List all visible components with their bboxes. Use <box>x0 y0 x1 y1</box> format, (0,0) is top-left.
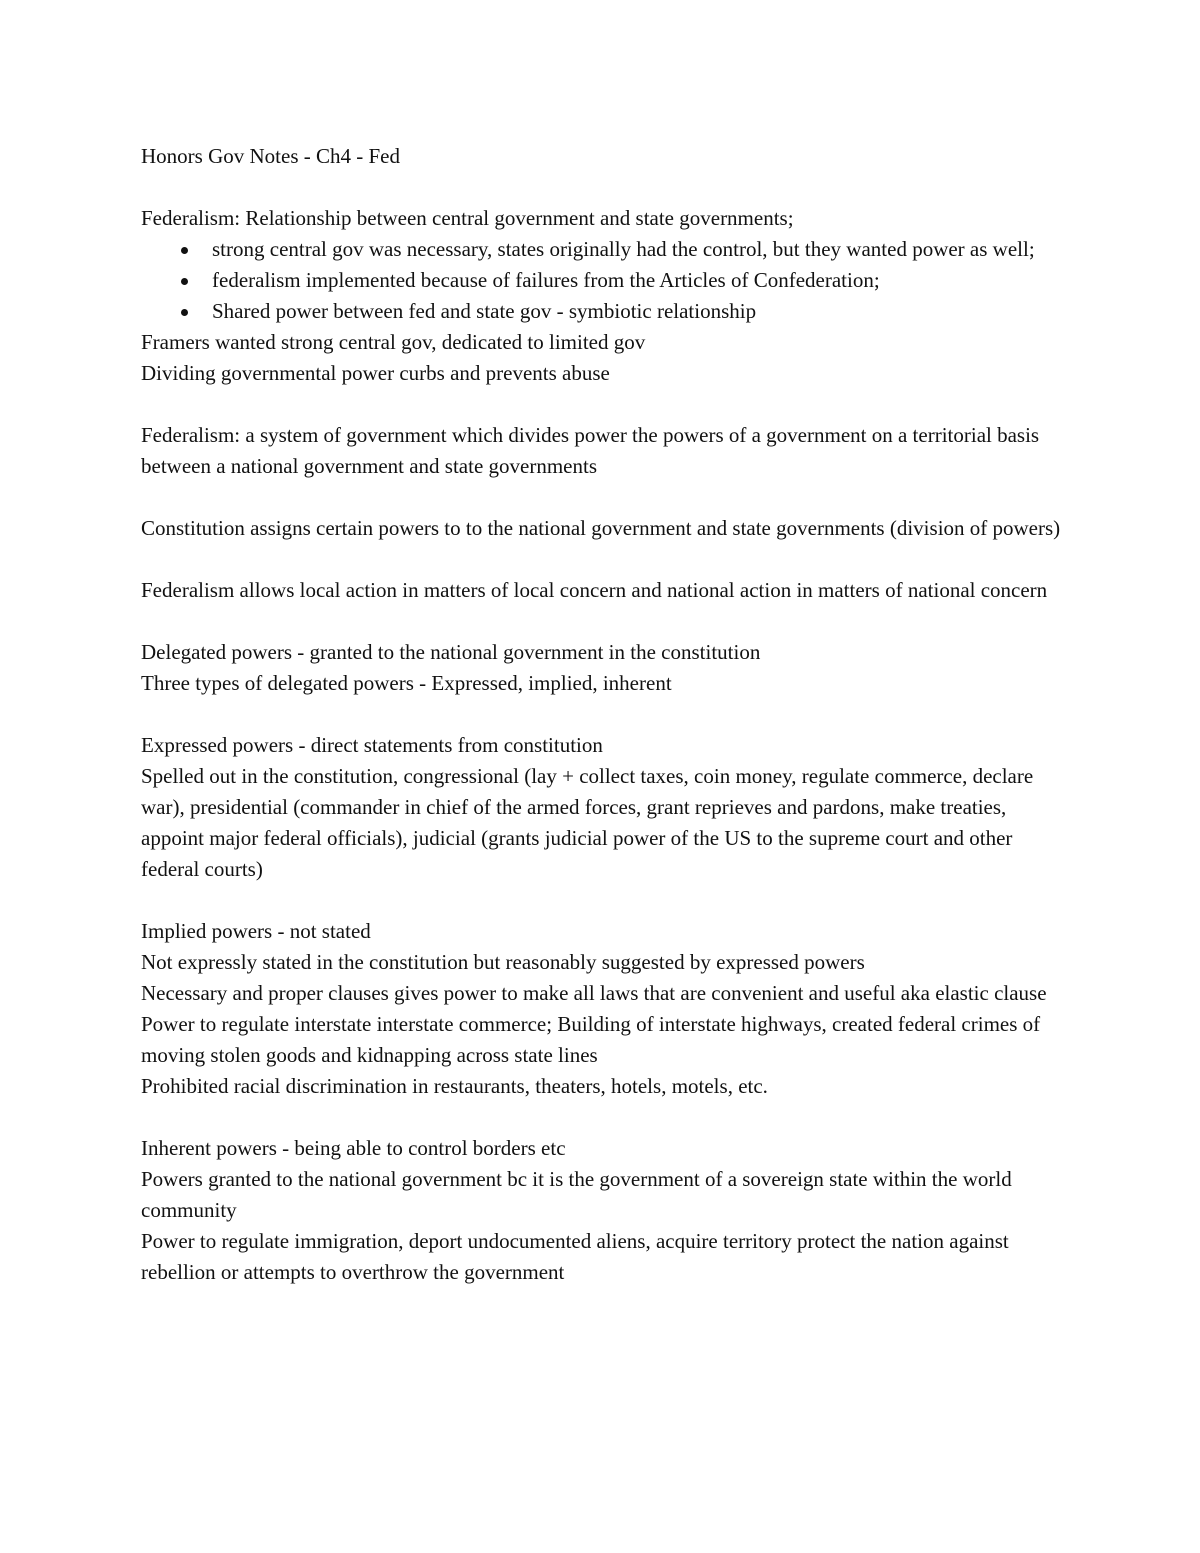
implied-powers-detail: Necessary and proper clauses gives power to make all laws that are convenient and useful aka elastic clause <box>141 981 1047 1005</box>
document-title: Honors Gov Notes - Ch4 - Fed <box>141 144 400 168</box>
dividing-note: Dividing governmental power curbs and prevents abuse <box>141 361 610 385</box>
bullet-icon <box>181 278 188 285</box>
framers-note: Framers wanted strong central gov, dedicated to limited gov <box>141 330 646 354</box>
constitution-assigns-note: Constitution assigns certain powers to to the national government and state governments (division of powers) <box>141 516 1061 540</box>
delegated-types-note: Three types of delegated powers - Expressed, implied, inherent <box>141 671 672 695</box>
spacer <box>141 482 1070 513</box>
inherent-powers-heading: Inherent powers - being able to control borders etc <box>141 1136 566 1160</box>
list-item-text: federalism implemented because of failures from the Articles of Confederation; <box>212 268 880 292</box>
implied-powers-detail: Power to regulate interstate interstate commerce; Building of interstate highways, created federal crimes of moving stolen goods and kidnapping across state lines <box>141 1012 1041 1067</box>
spacer <box>141 1102 1070 1133</box>
spacer <box>141 606 1070 637</box>
spacer <box>141 389 1070 420</box>
implied-powers-heading: Implied powers - not stated <box>141 919 371 943</box>
delegated-powers-note: Delegated powers - granted to the national government in the constitution <box>141 640 761 664</box>
list-item-text: strong central gov was necessary, states originally had the control, but they wanted power as well; <box>212 237 1035 261</box>
spacer <box>141 172 1070 203</box>
spacer <box>141 699 1070 730</box>
federalism-bullet-list <box>141 234 1070 327</box>
bullet-icon <box>181 247 188 254</box>
federalism-allows-note: Federalism allows local action in matters of local concern and national action in matters of national concern <box>141 578 1048 602</box>
implied-powers-detail: Not expressly stated in the constitution but reasonably suggested by expressed powers <box>141 950 865 974</box>
expressed-powers-detail: Spelled out in the constitution, congressional (lay + collect taxes, coin money, regulate commerce, declare war), presidential (commander in chief of the armed forces, grant reprieves and pardons, make treaties, appoint major federal officials), judicial (grants judicial power of the US to the supreme court and other federal courts) <box>141 764 1034 881</box>
list-item-text: Shared power between fed and state gov - symbiotic relationship <box>212 299 757 323</box>
expressed-powers-heading: Expressed powers - direct statements from constitution <box>141 733 603 757</box>
list-item <box>141 296 1070 327</box>
bullet-icon <box>181 309 188 316</box>
spacer <box>141 885 1070 916</box>
inherent-powers-detail: Powers granted to the national government bc it is the government of a sovereign state within the world community <box>141 1167 1012 1222</box>
federalism-intro: Federalism: Relationship between central government and state governments; <box>141 206 794 230</box>
inherent-powers-detail: Power to regulate immigration, deport undocumented aliens, acquire territory protect the nation against rebellion or attempts to overthrow the government <box>141 1229 1009 1284</box>
list-item <box>141 265 1070 296</box>
implied-powers-detail: Prohibited racial discrimination in restaurants, theaters, hotels, motels, etc. <box>141 1074 768 1098</box>
federalism-definition: Federalism: a system of government which divides power the powers of a government on a territorial basis between a national government and state governments <box>141 423 1040 478</box>
list-item <box>141 234 1070 265</box>
spacer <box>141 544 1070 575</box>
